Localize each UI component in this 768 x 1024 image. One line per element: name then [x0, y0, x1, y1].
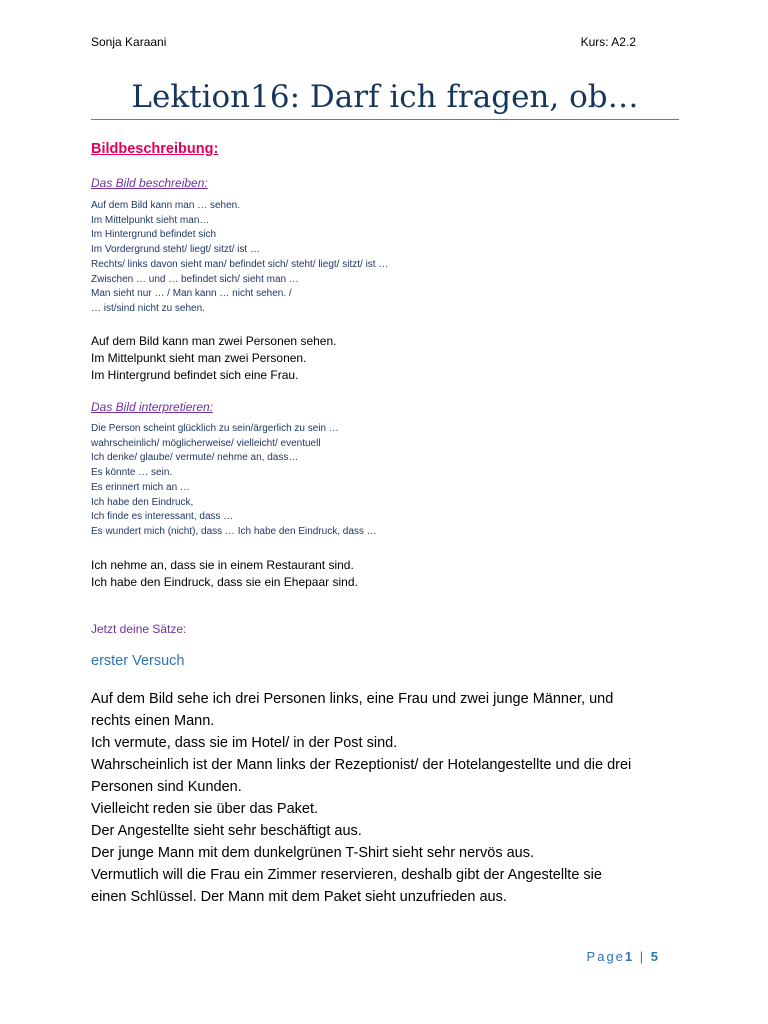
phrase-item: Es wundert mich (nicht), dass … Ich habe den Eindruck, dass …	[91, 525, 377, 537]
attempt-line: einen Schlüssel. Der Mann mit dem Paket sieht unzufrieden aus.	[91, 889, 507, 905]
describe-phrase-list	[91, 199, 388, 317]
page-number: 1	[624, 949, 635, 964]
example-sentence: Auf dem Bild kann man zwei Personen sehen.	[91, 334, 337, 348]
interpret-example-list	[91, 557, 358, 591]
phrase-item: Es erinnert mich an …	[91, 481, 190, 493]
example-sentence: Im Hintergrund befindet sich eine Frau.	[91, 368, 299, 382]
attempt-line: Der Angestellte sieht sehr beschäftigt aus.	[91, 823, 362, 839]
header-author: Sonja Karaani	[91, 35, 167, 49]
page-label: Page	[586, 949, 625, 964]
phrase-item: Auf dem Bild kann man … sehen.	[91, 200, 240, 211]
page-title: Lektion16: Darf ich fragen, ob…	[131, 79, 639, 115]
attempt-line: Vermutlich will die Frau ein Zimmer reservieren, deshalb gibt der Angestellte sie	[91, 867, 602, 883]
prompt-text: Jetzt deine Sätze:	[91, 622, 187, 636]
example-sentence: Ich habe den Eindruck, dass sie ein Ehepaar sind.	[91, 575, 358, 589]
interpret-heading: Das Bild interpretieren:	[91, 400, 214, 414]
phrase-item: … ist/sind nicht zu sehen.	[91, 302, 205, 314]
interpret-phrase-list	[91, 422, 377, 540]
header-course: Kurs: A2.2	[580, 35, 636, 49]
example-sentence: Im Mittelpunkt sieht man zwei Personen.	[91, 351, 307, 365]
attempt-text	[91, 688, 631, 908]
attempt-line: Vielleicht reden sie über das Paket.	[91, 801, 319, 817]
describe-heading: Das Bild beschreiben:	[91, 176, 208, 190]
phrase-item: wahrscheinlich/ möglicherweise/ vielleicht/ eventuell	[91, 437, 321, 449]
attempt-line: Auf dem Bild sehe ich drei Personen links, eine Frau und zwei junge Männer, und	[91, 691, 614, 707]
phrase-item: Rechts/ links davon sieht man/ befindet sich/ steht/ liegt/ sitzt/ ist …	[91, 258, 389, 270]
phrase-item: Die Person scheint glücklich zu sein/ärgerlich zu sein …	[91, 423, 339, 434]
phrase-item: Im Mittelpunkt sieht man…	[91, 214, 210, 226]
phrase-item: Ich denke/ glaube/ vermute/ nehme an, dass…	[91, 452, 299, 464]
phrase-item: Im Hintergrund befindet sich	[91, 229, 217, 241]
phrase-item: Im Vordergrund steht/ liegt/ sitzt/ ist …	[91, 244, 260, 256]
example-sentence: Ich nehme an, dass sie in einem Restaurant sind.	[91, 558, 354, 572]
attempt-line: rechts einen Mann.	[91, 713, 215, 729]
page-footer: Page1 | 5	[586, 949, 660, 964]
phrase-item: Ich habe den Eindruck,	[91, 496, 194, 508]
phrase-item: Ich finde es interessant, dass …	[91, 511, 234, 523]
section-heading: Bildbeschreibung:	[91, 141, 219, 157]
describe-example-list	[91, 333, 336, 384]
attempt-line: Personen sind Kunden.	[91, 779, 242, 795]
phrase-item: Man sieht nur … / Man kann … nicht sehen. /	[91, 288, 292, 300]
attempt-heading: erster Versuch	[91, 653, 185, 669]
attempt-line: Wahrscheinlich ist der Mann links der Rezeptionist/ der Hotelangestellte und die drei	[91, 757, 632, 773]
total-pages: 5	[650, 949, 660, 964]
attempt-line: Der junge Mann mit dem dunkelgrünen T-Shirt sieht sehr nervös aus.	[91, 845, 535, 861]
attempt-line: Ich vermute, dass sie im Hotel/ in der Post sind.	[91, 735, 398, 751]
title-underline	[91, 119, 679, 120]
phrase-item: Zwischen … und … befindet sich/ sieht man …	[91, 273, 299, 285]
phrase-item: Es könnte … sein.	[91, 467, 173, 479]
